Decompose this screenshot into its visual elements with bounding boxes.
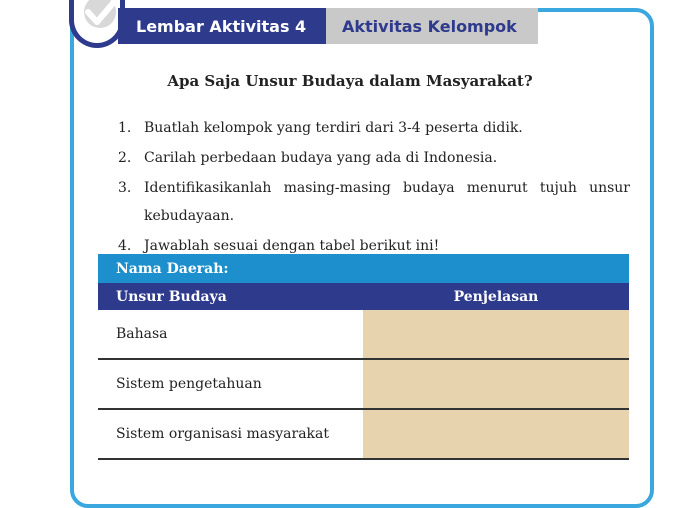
row-label: Sistem organisasi masyarakat <box>98 410 363 458</box>
answer-cell[interactable] <box>363 410 629 458</box>
table-row <box>98 410 629 460</box>
step-text: Jawablah sesuai dengan tabel berikut ini! <box>144 238 440 254</box>
row-label: Sistem pengetahuan <box>98 360 363 408</box>
step-text-line: kebudayaan. <box>144 208 235 224</box>
header-unsur-budaya: Unsur Budaya <box>116 288 227 305</box>
list-item <box>118 114 630 142</box>
step-number: 1. <box>118 120 132 136</box>
step-number: 3. <box>118 180 132 196</box>
table-row <box>98 310 629 360</box>
table-header <box>98 283 629 310</box>
step-text: Buatlah kelompok yang terdiri dari 3-4 peserta didik. <box>144 120 523 136</box>
answer-cell[interactable] <box>363 310 629 358</box>
step-text: Carilah perbedaan budaya yang ada di Indonesia. <box>144 150 498 166</box>
step-number: 4. <box>118 238 132 254</box>
list-item <box>118 174 630 230</box>
row-label: Bahasa <box>98 310 363 358</box>
list-item <box>118 144 630 172</box>
header-penjelasan: Penjelasan <box>453 288 539 305</box>
instruction-list <box>118 114 630 262</box>
culture-table <box>98 254 629 460</box>
tab-lembar-aktivitas: Lembar Aktivitas 4 <box>118 8 326 44</box>
step-text-line: Identifikasikanlah masing-masing budaya menurut tujuh unsur <box>144 180 630 196</box>
table-row <box>98 360 629 410</box>
tab-aktivitas-kelompok: Aktivitas Kelompok <box>326 8 538 44</box>
region-label: Nama Daerah: <box>98 254 629 283</box>
page-title: Apa Saja Unsur Budaya dalam Masyarakat? <box>167 72 533 90</box>
step-number: 2. <box>118 150 132 166</box>
answer-cell[interactable] <box>363 360 629 408</box>
